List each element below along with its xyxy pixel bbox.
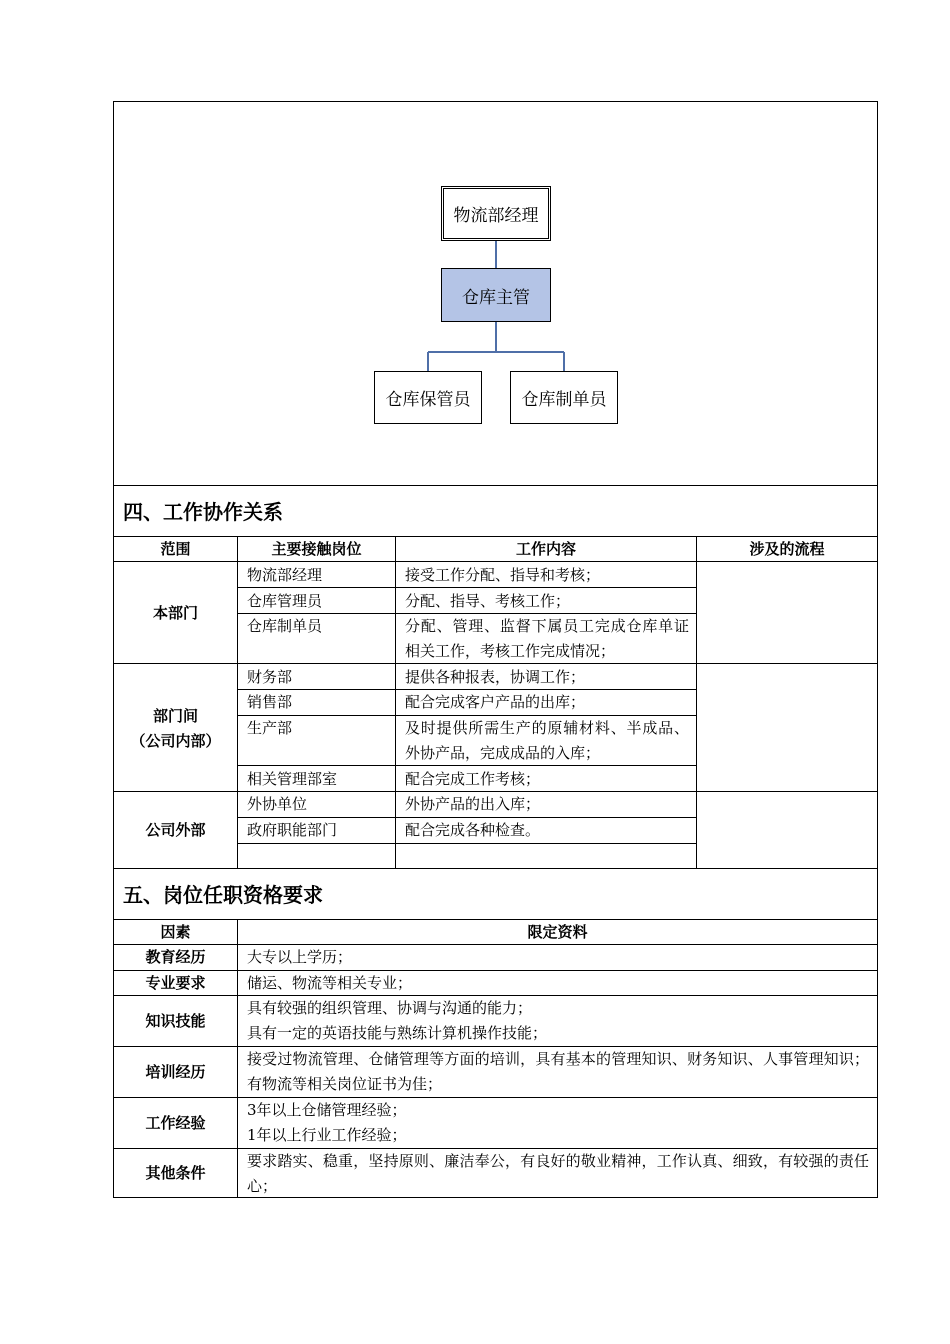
org-node-middle-label: 仓库主管 bbox=[462, 287, 530, 308]
content-cell: 分配、管理、监督下属员工完成仓库单证相关工作，考核工作完成情况； bbox=[405, 617, 689, 660]
vline-scope bbox=[237, 536, 238, 868]
org-node-top bbox=[441, 186, 551, 241]
detail-education: 大专以上学历； bbox=[247, 948, 353, 966]
post-cell: 物流部经理 bbox=[247, 566, 323, 584]
scope-cell-inter-dept bbox=[114, 704, 237, 754]
scope-cell-inter-dept-sub: （公司内部） bbox=[130, 732, 221, 750]
content-cell: 分配、指导、考核工作； bbox=[405, 592, 571, 610]
vline-post bbox=[395, 536, 396, 868]
collab-header-content: 工作内容 bbox=[515, 540, 576, 558]
scope-cell-inter-dept-label: 部门间 bbox=[152, 707, 198, 725]
post-cell: 政府职能部门 bbox=[247, 821, 338, 839]
org-node-child-2-label: 仓库制单员 bbox=[521, 390, 607, 410]
post-cell: 财务部 bbox=[247, 668, 293, 686]
post-cell: 销售部 bbox=[247, 693, 293, 711]
scope-cell-external: 公司外部 bbox=[145, 821, 206, 839]
content-cell: 提供各种报表，协调工作； bbox=[405, 668, 586, 686]
detail-major: 储运、物流等相关专业； bbox=[247, 974, 413, 992]
factor-training: 培训经历 bbox=[145, 1063, 206, 1081]
post-cell: 外协单位 bbox=[247, 795, 308, 813]
detail-experience-2: 1年以上行业工作经验； bbox=[247, 1126, 407, 1144]
collab-header-process: 涉及的流程 bbox=[749, 540, 825, 558]
factor-skills: 知识技能 bbox=[145, 1012, 206, 1030]
org-node-top-label: 物流部经理 bbox=[453, 206, 539, 226]
row-rule bbox=[237, 765, 697, 766]
org-connectors bbox=[0, 0, 950, 500]
vline-content bbox=[696, 536, 697, 868]
content-cell: 配合完成客户产品的出库； bbox=[405, 693, 586, 711]
group-rule bbox=[113, 868, 878, 869]
scope-cell-own-dept: 本部门 bbox=[152, 604, 198, 622]
factor-other: 其他条件 bbox=[145, 1164, 206, 1182]
detail-other: 要求踏实、稳重，坚持原则、廉洁奉公，有良好的敬业精神，工作认真、细致，有较强的责任心； bbox=[247, 1152, 869, 1195]
qual-header-detail: 限定资料 bbox=[527, 923, 588, 941]
content-cell: 外协产品的出入库； bbox=[405, 795, 541, 813]
vline-factor bbox=[237, 919, 238, 1198]
rule-section4-top bbox=[113, 485, 878, 486]
factor-education: 教育经历 bbox=[145, 948, 206, 966]
content-cell: 配合完成工作考核； bbox=[405, 770, 541, 788]
detail-skills-1: 具有较强的组织管理、协调与沟通的能力； bbox=[247, 999, 533, 1017]
detail-skills-2: 具有一定的英语技能与熟练计算机操作技能； bbox=[247, 1024, 548, 1042]
factor-experience: 工作经验 bbox=[145, 1114, 206, 1132]
section5-title: 五、岗位任职资格要求 bbox=[123, 883, 323, 907]
content-cell: 接受工作分配、指导和考核； bbox=[405, 566, 601, 584]
detail-experience-1: 3年以上仓储管理经验； bbox=[247, 1101, 407, 1119]
content-cell: 及时提供所需生产的原辅材料、半成品、外协产品，完成成品的入库； bbox=[405, 719, 689, 762]
group-rule bbox=[113, 663, 878, 664]
post-cell: 相关管理部室 bbox=[247, 770, 338, 788]
detail-training: 接受过物流管理、仓储管理等方面的培训，具有基本的管理知识、财务知识、人事管理知识；有物流等相关岗位证书为佳； bbox=[247, 1050, 869, 1093]
post-cell: 生产部 bbox=[247, 719, 293, 737]
org-node-middle bbox=[441, 268, 551, 322]
collab-header-post: 主要接触岗位 bbox=[271, 540, 362, 558]
row-rule bbox=[237, 843, 697, 844]
org-node-child-1-label: 仓库保管员 bbox=[385, 390, 471, 410]
org-node-child-1 bbox=[374, 371, 482, 424]
collab-header-scope: 范围 bbox=[160, 540, 191, 558]
section4-title: 四、工作协作关系 bbox=[123, 500, 283, 524]
rule-header-bottom bbox=[113, 561, 878, 562]
post-cell: 仓库制单员 bbox=[247, 617, 323, 635]
content-cell: 配合完成各种检查。 bbox=[405, 821, 541, 839]
post-cell: 仓库管理员 bbox=[247, 592, 323, 610]
qual-header-factor: 因素 bbox=[160, 923, 191, 941]
org-node-child-2 bbox=[510, 371, 618, 424]
row-rule bbox=[237, 587, 697, 588]
factor-major: 专业要求 bbox=[145, 974, 206, 992]
